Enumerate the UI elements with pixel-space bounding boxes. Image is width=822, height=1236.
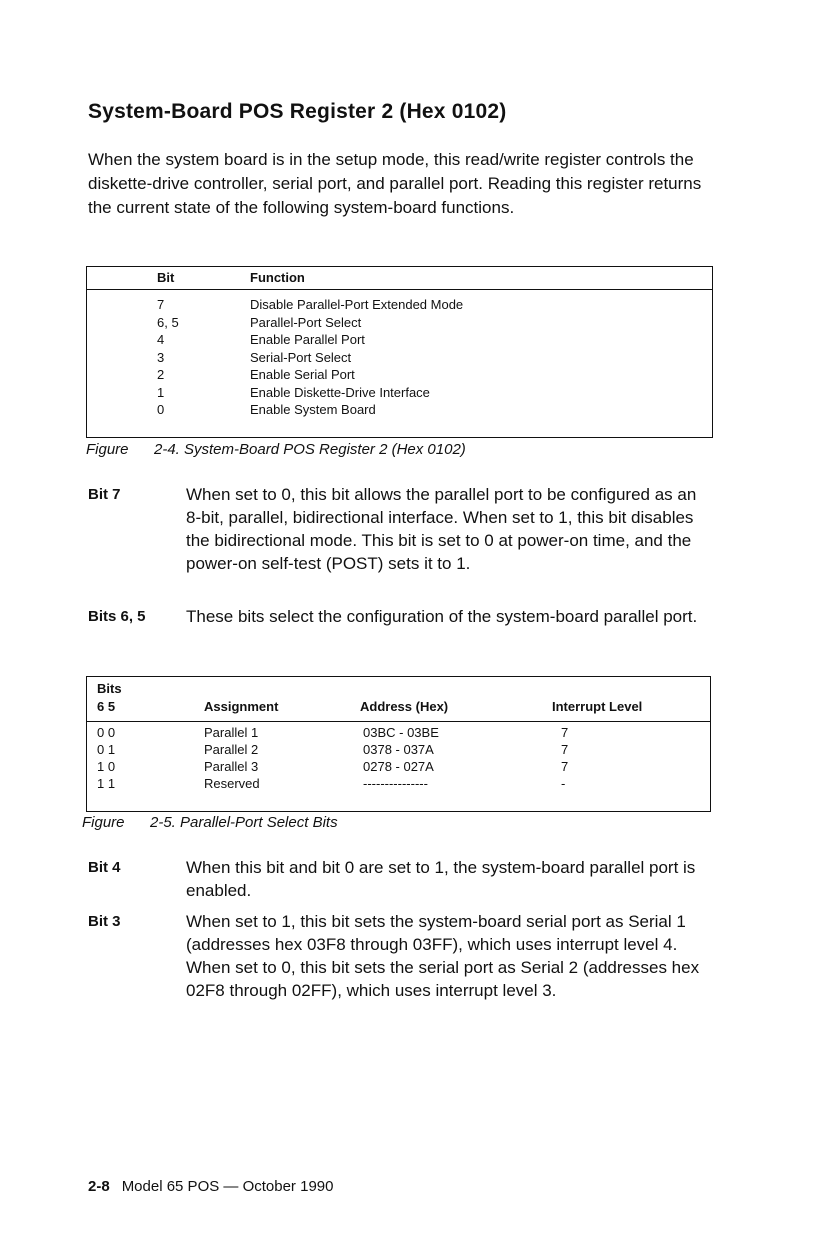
- table-row: [87, 315, 712, 333]
- bit-cell: 2: [157, 367, 165, 382]
- definition-bit-4: When this bit and bit 0 are set to 1, the system-board parallel port is enabled.: [186, 858, 696, 900]
- figure-caption: [86, 441, 466, 458]
- figure-label: Figure: [86, 441, 129, 458]
- definition-bit-3: When set to 1, this bit sets the system-board serial port as Serial 1 (addresses hex 03F8 through 03FF), which uses interrupt level 4. When set to 0, this bit sets the serial port as Serial 2 (addresses hex 02F8 through 02FF), which uses interrupt level 3.: [186, 912, 700, 1000]
- table-row: [87, 332, 712, 350]
- page-number: 2-8: [88, 1178, 110, 1195]
- term-bits-6-5: Bits 6, 5: [88, 608, 146, 625]
- header-interrupt: Interrupt Level: [552, 699, 643, 714]
- bit-cell: 3: [157, 349, 165, 365]
- address-cell: 0378 - 037A: [363, 742, 434, 757]
- header-bit: Bit: [157, 270, 175, 285]
- footer-text: Model 65 POS — October 1990: [121, 1178, 334, 1195]
- table-row: [87, 759, 710, 776]
- table-row: [87, 725, 710, 742]
- figure-caption-text: 2-5. Parallel-Port Select Bits: [150, 814, 338, 831]
- bit-cell: 6, 5: [157, 314, 179, 330]
- header-bits-numbers: 6 5: [97, 699, 116, 714]
- bit-cell: 7: [157, 297, 165, 312]
- function-cell: Enable Diskette-Drive Interface: [250, 384, 430, 400]
- table-row: [87, 367, 712, 385]
- function-cell: Parallel-Port Select: [250, 314, 362, 330]
- bit-cell: 1: [157, 384, 165, 400]
- interrupt-cell: 7: [561, 759, 569, 774]
- bits-cell: 0 0: [97, 725, 116, 740]
- function-cell: Enable Parallel Port: [250, 332, 365, 347]
- interrupt-cell: 7: [561, 725, 569, 740]
- assignment-cell: Parallel 2: [204, 742, 259, 757]
- term-bit-4: Bit 4: [88, 859, 121, 876]
- figure-caption-text: 2-4. System-Board POS Register 2 (Hex 0102): [154, 441, 466, 458]
- interrupt-cell: 7: [561, 742, 569, 757]
- header-bits: Bits: [97, 681, 122, 696]
- header-assignment: Assignment: [204, 699, 279, 714]
- bits-cell: 1 1: [97, 776, 116, 791]
- table-row: [87, 350, 712, 368]
- definition-bits-6-5: These bits select the configuration of the system-board parallel port.: [186, 607, 698, 626]
- table-body: [87, 297, 712, 420]
- assignment-cell: Parallel 1: [204, 725, 259, 740]
- page-footer: [88, 1178, 333, 1195]
- intro-paragraph: When the system board is in the setup mode, this read/write register controls the diskette-drive controller, serial port, and parallel port. Reading this register returns the current state of the following system-board functions.: [88, 150, 702, 217]
- header-address: Address (Hex): [360, 699, 449, 714]
- section-title: System-Board POS Register 2 (Hex 0102): [88, 100, 507, 123]
- function-cell: Disable Parallel-Port Extended Mode: [250, 297, 464, 312]
- address-cell: ---------------: [363, 776, 428, 791]
- table-body: [87, 725, 710, 793]
- assignment-cell: Parallel 3: [204, 759, 259, 774]
- bits-cell: 0 1: [97, 742, 116, 757]
- table-row: [87, 776, 710, 793]
- term-bit-7: Bit 7: [88, 486, 121, 503]
- table-row: [87, 402, 712, 420]
- register-bits-table: [86, 266, 713, 438]
- function-cell: Enable System Board: [250, 402, 376, 417]
- address-cell: 03BC - 03BE: [363, 725, 439, 740]
- definition-bit-7: When set to 0, this bit allows the parallel port to be configured as an 8-bit, parallel, bidirectional interface. When set to 1, this bit disables the bidirectional mode. This bit is set to 0 at power-on time, and the power-on self-test (POST) sets it to 1.: [186, 485, 697, 573]
- term-bit-3: Bit 3: [88, 913, 121, 930]
- table-header: [87, 677, 710, 722]
- bit-cell: 4: [157, 332, 165, 347]
- header-function: Function: [250, 270, 305, 285]
- figure-label: Figure: [82, 814, 125, 831]
- table-row: [87, 385, 712, 403]
- bit-cell: 0: [157, 402, 165, 417]
- table-header: [87, 267, 712, 290]
- figure-caption: [82, 814, 338, 831]
- table-row: [87, 742, 710, 759]
- parallel-port-select-table: [86, 676, 711, 812]
- function-cell: Enable Serial Port: [250, 367, 355, 382]
- function-cell: Serial-Port Select: [250, 349, 352, 365]
- table-row: [87, 297, 712, 315]
- address-cell: 0278 - 027A: [363, 759, 434, 774]
- assignment-cell: Reserved: [204, 776, 260, 791]
- bits-cell: 1 0: [97, 759, 116, 774]
- interrupt-cell: -: [561, 776, 566, 791]
